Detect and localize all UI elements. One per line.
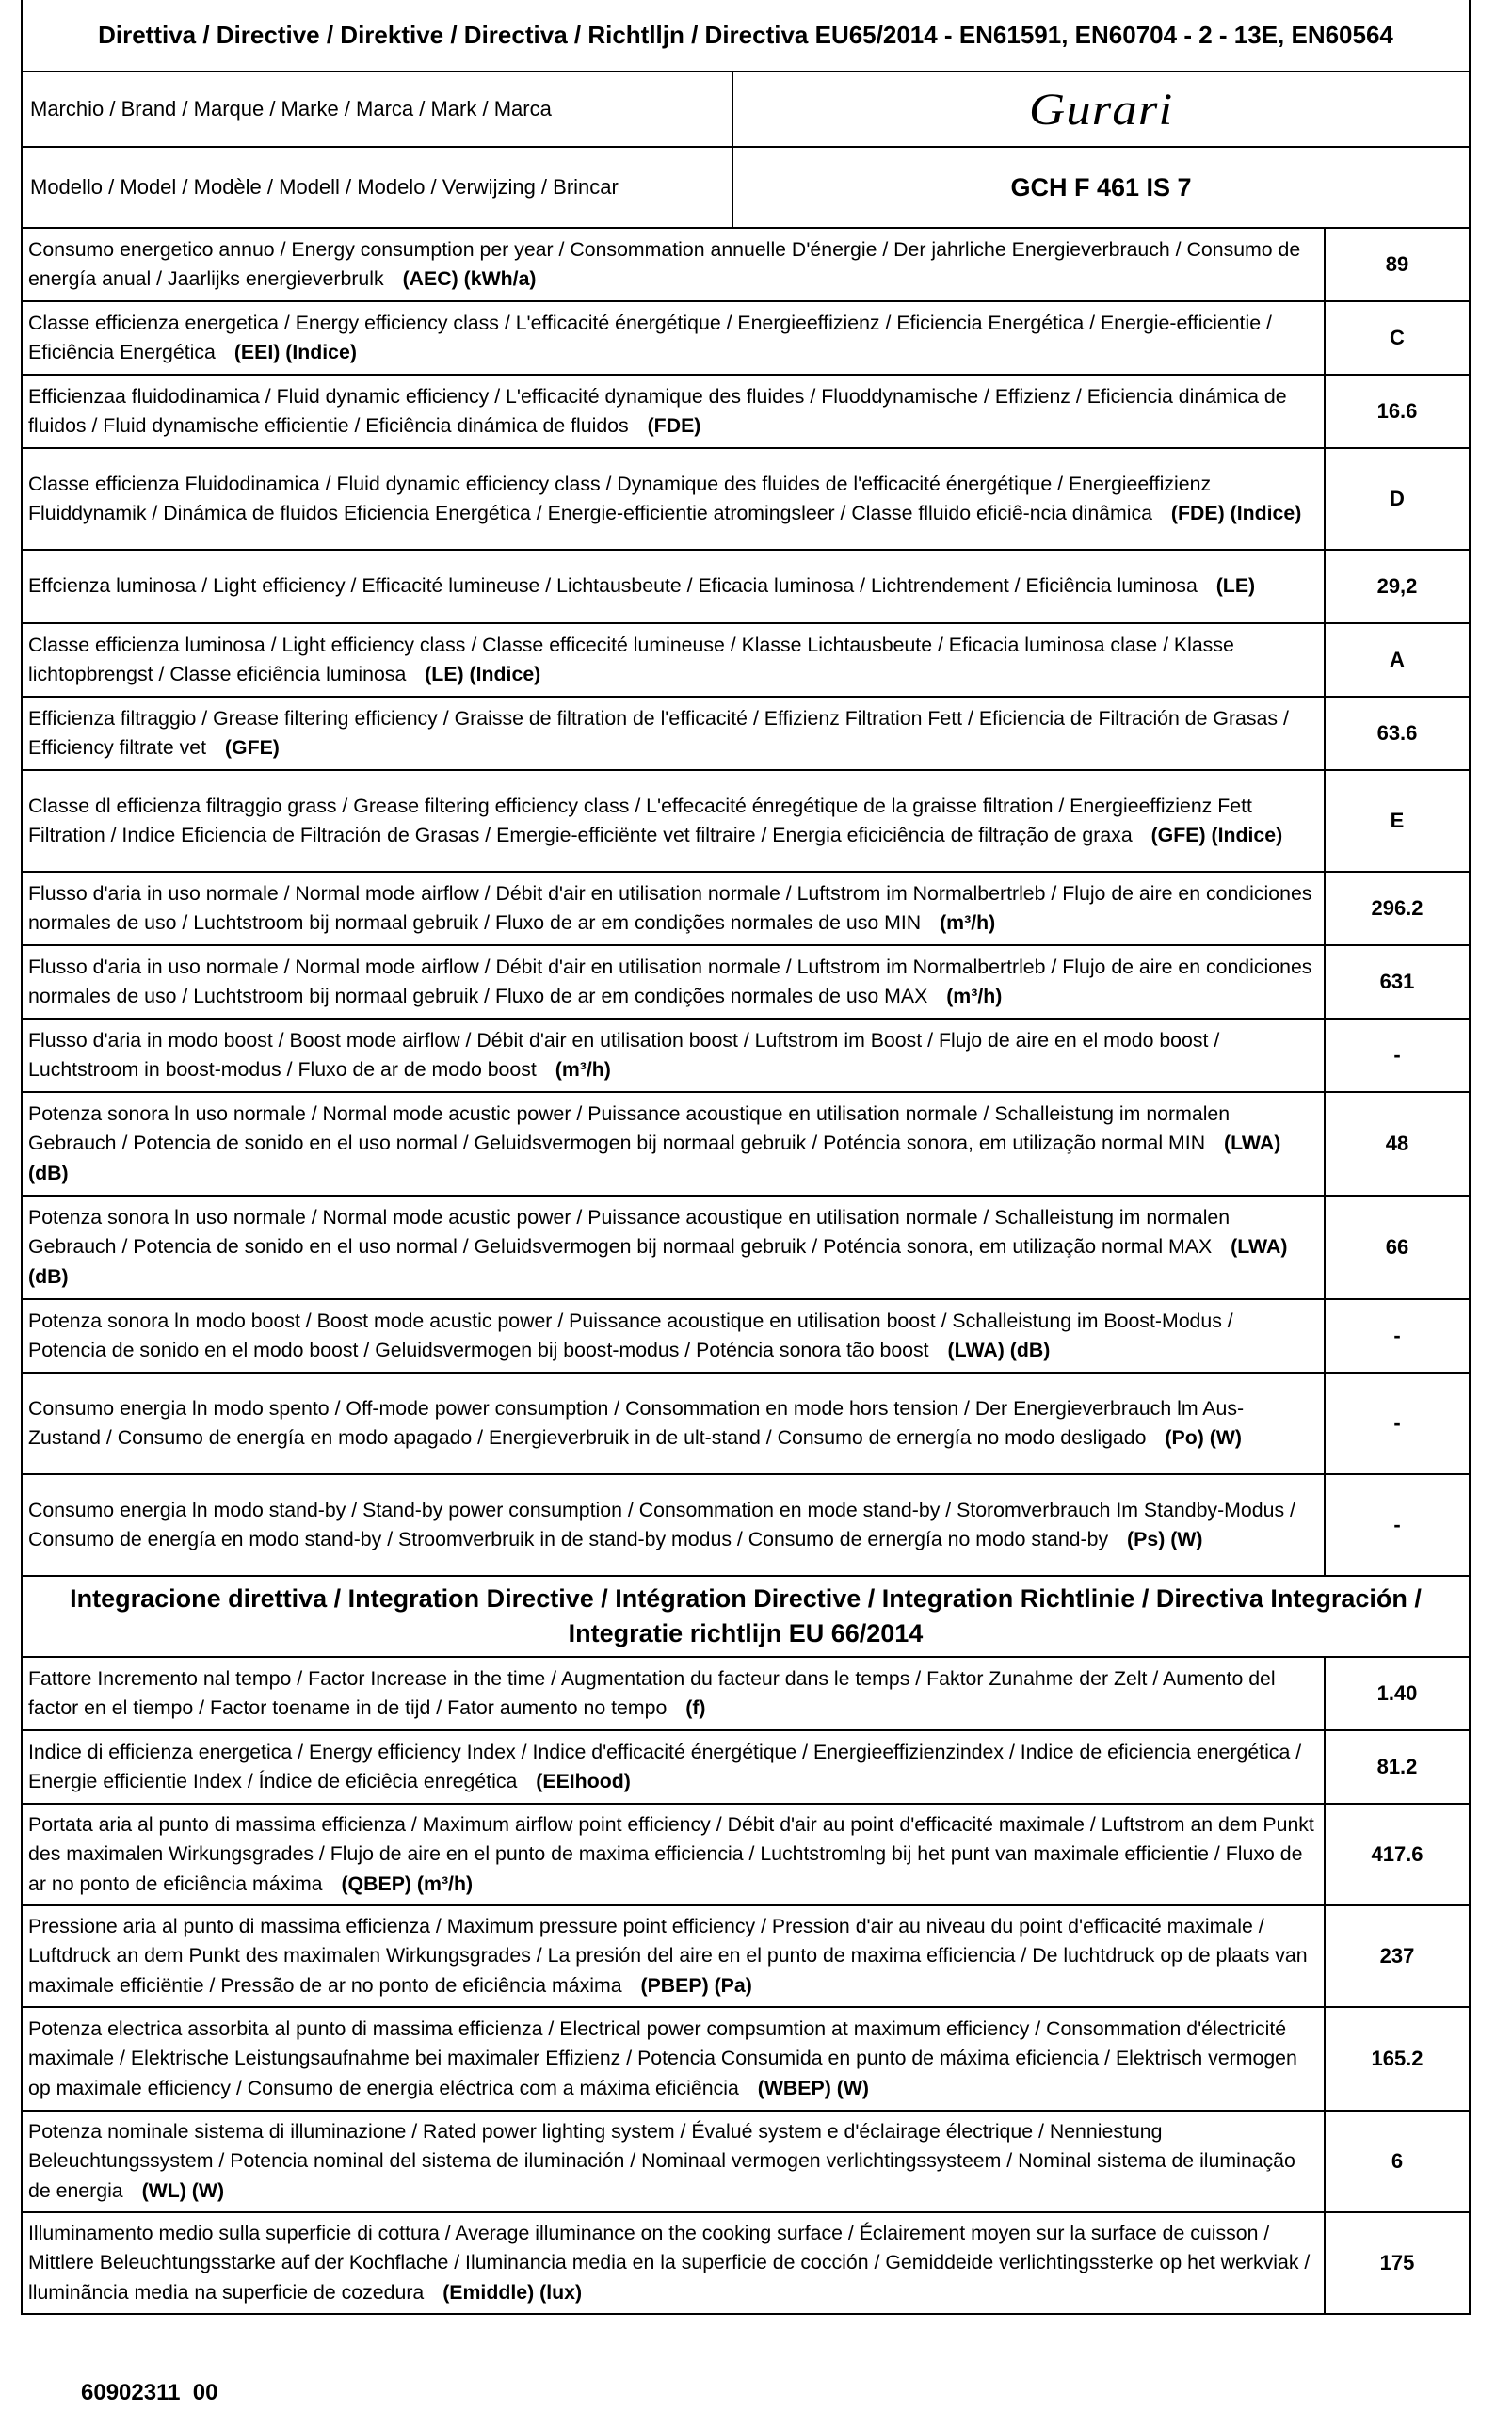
row-description [23, 873, 1326, 944]
row-description [23, 1906, 1326, 2006]
row-symbol: (GFE) [224, 736, 280, 759]
row-value: 631 [1379, 970, 1415, 993]
row-label: Classe efficienza Fluidodinamica / Fluid dynamic efficiency class / Dynamique des fluides de l'efficacité énergétique / Energieeffizienz Fluiddynamik / Dinámica de fluidos Eficiencia Energética / Energie-efficientie atromingsleer / Classe flluido eficiê-ncia dinâmica [28, 472, 1212, 524]
table-row [23, 1298, 1469, 1372]
row-symbol: (Ps) (W) [1127, 1528, 1203, 1550]
row-description [23, 1805, 1326, 1904]
row-label: Consumo energetico annuo / Energy consumption per year / Consommation annuelle D'énergie / Der jahrliche Energieverbrauch / Consumo de energía anual / Jaarlijks energieverbrulk [28, 237, 1301, 290]
row-symbol: (LE) (Indice) [425, 663, 541, 685]
row-description [23, 2213, 1326, 2313]
row-description [23, 376, 1326, 447]
row-symbol: (Emiddle) (lux) [442, 2280, 583, 2304]
row-value: 29,2 [1376, 574, 1418, 598]
row-description [23, 1197, 1326, 1298]
model-row [23, 146, 1469, 227]
row-label: Illuminamento medio sulla superficie di cottura / Average illuminance on the cooking surface / Éclairement moyen sur la surface de cuisson / Mittlere Beleuchtungsstarke auf der Kochflache / Iluminancia media en la superficie de cocción / Gemiddeide verlichtingssterke op het werkviak / lluminãncia media na superficie de cozedura [28, 2221, 1311, 2304]
row-description-text [28, 1203, 1316, 1293]
table-row [23, 944, 1469, 1018]
row-description-text [28, 1664, 1316, 1724]
row-symbol: (m³/h) [946, 985, 1003, 1007]
row-symbol: (LE) [1215, 574, 1256, 598]
row-value: - [1393, 1043, 1401, 1067]
table-row [23, 871, 1469, 944]
row-description-text [28, 2015, 1316, 2104]
row-value: A [1390, 648, 1405, 671]
integration-section-header [23, 1575, 1469, 1656]
directive-title: Direttiva / Directive / Direktive / Directiva / Richtlljn / Directiva EU65/2014 - EN61591, EN60704 - 2 - 13E, EN60564 [98, 21, 1393, 49]
row-label: Flusso d'aria in modo boost / Boost mode airflow / Débit d'air en utilisation boost / Luftstrom im Boost / Flujo de aire en el modo boost / Luchtstroom in boost-modus / Fluxo de ar de modo boost [28, 1028, 1220, 1081]
directive-header [23, 0, 1469, 71]
row-label: Consumo energia ln modo spento / Off-mode power consumption / Consommation en mode hors tension / Der Energieverbrauch lm Aus-Zustand / Consumo de energía en modo apagado / Energieverbruik in de ult-stand / Consumo de ernergía no modo desligado [28, 1396, 1245, 1449]
row-label: Classe dl efficienza filtraggio grass / Grease filtering efficiency class / L'effecacité énregétique de la graisse filtration / Energieeffizienz Fett Filtration / Indice Eficiencia de Filtración de Grasas / Emergie-efficiënte vet filtraire / Energia eficiciência de filtração de graxa [28, 794, 1252, 846]
row-symbol: (EEIhood) [536, 1770, 631, 1792]
table-row [23, 447, 1469, 549]
row-label: Potenza sonora ln uso normale / Normal mode acustic power / Puissance acoustique en utilisation normale / Schalleistung im normalen Gebrauch / Potencia de sonido en el uso normal / Geluidsvermogen bij normaal gebruik / Poténcia sonora, em utilização normal MIN [28, 1101, 1231, 1155]
model-label: Modello / Model / Modèle / Modell / Modelo / Verwijzing / Brincar [23, 148, 733, 227]
row-description-text [28, 1100, 1316, 1189]
row-description-text [28, 879, 1316, 939]
row-description [23, 229, 1326, 300]
table-row [23, 374, 1469, 447]
table-row [23, 549, 1469, 622]
row-symbol: (m³/h) [940, 911, 996, 934]
row-symbol: (WBEP) (W) [757, 2076, 870, 2099]
row-description-text [28, 235, 1316, 295]
row-label: Consumo energia ln modo stand-by / Stand-by power consumption / Consommation en mode stand-by / Storomverbrauch Im Standby-Modus / Consumo de energía en modo stand-by / Stroomverbruik in de stand-by modus / Consumo de ernergía no modo stand-by [28, 1498, 1295, 1550]
row-description [23, 1020, 1326, 1091]
row-description [23, 1300, 1326, 1372]
row-symbol: (LWA) (dB) [28, 1235, 1288, 1288]
row-description [23, 1731, 1326, 1803]
row-symbol: (FDE) (Indice) [1170, 502, 1302, 524]
row-symbol: (PBEP) (Pa) [640, 1973, 752, 1997]
row-label: Fattore Incremento nal tempo / Factor Increase in the time / Augmentation du facteur dans le temps / Faktor Zunahme der Zelt / Aumento del factor en el tiempo / Factor toename in de tijd / Fator aumento no tempo [28, 1666, 1276, 1719]
row-value: 296.2 [1371, 896, 1424, 920]
table-row [23, 1656, 1469, 1729]
row-value: 63.6 [1376, 721, 1418, 745]
row-label: Flusso d'aria in uso normale / Normal mode airflow / Débit d'air en utilisation normale / Luftstrom im Normalbertrleb / Flujo de aire en condiciones normales de uso / Luchtstroom bij normaal gebruik / Fluxo de ar em condições normales de uso MIN [28, 881, 1312, 934]
row-value: - [1393, 1411, 1401, 1435]
energy-label-sheet [21, 0, 1471, 2315]
row-value: 175 [1379, 2251, 1415, 2274]
row-label: Portata aria al punto di massima efficienza / Maximum airflow point efficiency / Débit d'air au point d'efficacité maximale / Luftstrom an dem Punkt des maximalen Wirkungsgrades / Flujo de aire en el punto de maxima efficiencia / Luchtstromlng bij het punt van maximale efficientie / Fluxo de ar no ponto de eficiência máxima [28, 1812, 1314, 1895]
table-row [23, 622, 1469, 696]
table-row [23, 1729, 1469, 1803]
integration-section-title: Integracione direttiva / Integration Directive / Intégration Directive / Integration Richtlinie / Directiva Integración / Integratie richtlijn EU 66/2014 [70, 1584, 1422, 1647]
row-description-text [28, 792, 1316, 851]
row-label: Potenza sonora ln modo boost / Boost mode acustic power / Puissance acoustique en utilisation boost / Schalleistung im Boost-Modus / Potencia de sonido en el modo boost / Geluidsvermogen bij boost-modus / Poténcia sonora tão boost [28, 1309, 1233, 1361]
table-row [23, 1372, 1469, 1473]
row-description-text [28, 1026, 1316, 1085]
row-label: Classe efficienza energetica / Energy efficiency class / L'efficacité énergétique / Energieeffizienz / Eficiencia Energética / Energie-efficientie / Eficiência Energética [28, 311, 1272, 363]
row-value: C [1390, 326, 1405, 349]
row-symbol: (LWA) (dB) [947, 1339, 1051, 1361]
row-label: Efficienza filtraggio / Grease filtering efficiency / Graisse de filtration de l'efficacité / Effizienz Filtration Fett / Eficiencia de Filtración de Grasas / Efficiency filtrate vet [28, 706, 1289, 759]
table-row [23, 300, 1469, 374]
model-number: GCH F 461 IS 7 [1010, 172, 1192, 201]
row-value: 1.40 [1376, 1681, 1418, 1705]
row-description-text [28, 1496, 1316, 1555]
table-row [23, 2211, 1469, 2313]
brand-label: Marchio / Brand / Marque / Marke / Marca / Mark / Marca [23, 72, 733, 146]
table-row [23, 1195, 1469, 1298]
row-description [23, 2008, 1326, 2110]
table-row [23, 1018, 1469, 1091]
row-description-text [28, 571, 1255, 602]
table-row [23, 1091, 1469, 1195]
row-label: Potenza nominale sistema di illuminazione / Rated power lighting system / Évalué system e d'éclairage électrique / Nenniestung Beleuchtungssystem / Potencia nominal del sistema de iluminación / Nominaal vermogen verlichtingssysteem / Nominal sistema de iluminação de energia [28, 2119, 1295, 2202]
table-row [23, 2110, 1469, 2211]
row-value: 48 [1385, 1132, 1409, 1155]
row-description-text [28, 2117, 1316, 2207]
row-description [23, 2112, 1326, 2211]
row-symbol: (Po) (W) [1165, 1426, 1242, 1449]
row-description [23, 1374, 1326, 1473]
row-description-text [28, 382, 1316, 442]
row-description-text [28, 631, 1316, 690]
row-value: - [1393, 1324, 1401, 1347]
row-value: 417.6 [1371, 1842, 1424, 1866]
brand-logo: Gurari [1028, 84, 1174, 135]
row-value: 81.2 [1376, 1755, 1418, 1778]
row-label: Pressione aria al punto di massima efficienza / Maximum pressure point efficiency / Pression d'air au niveau du point d'efficacité maximale / Luftdruck an dem Punkt des maximalen Wirkungsgrades / La presión del aire en el punto de maxima efficiencia / De luchtdruck op de plaats van maximale efficiëntie / Pressão de ar no ponto de eficiência máxima [28, 1914, 1308, 1997]
row-label: Potenza sonora ln uso normale / Normal mode acustic power / Puissance acoustique en utilisation normale / Schalleistung im normalen Gebrauch / Potencia de sonido en el uso normal / Geluidsvermogen bij normaal gebruik / Poténcia sonora, em utilização normal MAX [28, 1205, 1231, 1259]
row-symbol: (m³/h) [555, 1058, 611, 1081]
row-value: 66 [1385, 1235, 1409, 1259]
row-label: Indice di efficienza energetica / Energy efficiency Index / Indice d'efficacité énergétique / Energieeffizienzindex / Indice de eficiencia energética / Energie efficientie Index / Índice de eficiêcia enregética [28, 1740, 1302, 1792]
row-symbol: (EEI) (Indice) [233, 341, 357, 363]
row-value: 237 [1379, 1944, 1415, 1968]
row-description-text [28, 1307, 1316, 1366]
spec-table [23, 227, 1469, 1575]
row-value: 16.6 [1376, 399, 1418, 423]
table-row [23, 2006, 1469, 2110]
row-value: E [1390, 809, 1405, 832]
table-row [23, 227, 1469, 300]
row-description-text [28, 1738, 1316, 1797]
row-label: Potenza electrica assorbita al punto di massima efficienza / Electrical power compsumtion at maximum efficiency / Consommation d'électricité maximale / Elektrische Leistungsaufnahme bei maximaler Effizienz / Potencia Consumida en punto de máxima eficiencia / Elektrisch vermogen op maximale efficiency / Consumo de energia eléctrica com a máxima eficiência [28, 2016, 1297, 2099]
model-value [733, 148, 1469, 227]
row-value: D [1390, 487, 1405, 510]
row-symbol: (GFE) (Indice) [1150, 824, 1283, 846]
row-value: 6 [1391, 2149, 1404, 2173]
document-number: 60902311_00 [81, 2380, 218, 2405]
row-value: - [1393, 1513, 1401, 1536]
row-description-text [28, 1394, 1316, 1454]
integration-table [23, 1656, 1469, 2313]
row-description [23, 1093, 1326, 1195]
row-description [23, 1475, 1326, 1575]
row-label: Classe efficienza luminosa / Light efficiency class / Classe efficecité lumineuse / Klasse Lichtausbeute / Eficacia luminosa clase / Klasse lichtopbrengst / Classe eficiência luminosa [28, 633, 1234, 685]
brand-row [23, 71, 1469, 146]
row-value: 165.2 [1371, 2047, 1424, 2070]
row-description-text [28, 1912, 1316, 2001]
row-description [23, 624, 1326, 696]
row-description [23, 1658, 1326, 1729]
brand-value [733, 72, 1469, 146]
row-description [23, 302, 1326, 374]
row-label: Efficienzaa fluidodinamica / Fluid dynamic efficiency / L'efficacité dynamique des fluides / Fluoddynamische / Effizienz / Eficiencia dinámica de fluidos / Fluid dynamische efficientie / Eficiência dinámica de fluidos [28, 384, 1287, 437]
row-symbol: (AEC) (kWh/a) [402, 267, 537, 290]
row-description [23, 551, 1326, 622]
row-description-text [28, 953, 1316, 1012]
row-description [23, 946, 1326, 1018]
row-description-text [28, 1810, 1316, 1900]
row-description-text [28, 470, 1316, 529]
row-description-text [28, 309, 1316, 368]
row-description [23, 771, 1326, 871]
row-description [23, 698, 1326, 769]
row-description-text [28, 2219, 1316, 2308]
row-symbol: (f) [685, 1696, 706, 1719]
row-value: 89 [1385, 252, 1409, 276]
row-symbol: (QBEP) (m³/h) [341, 1872, 474, 1895]
row-symbol: (LWA) (dB) [28, 1132, 1281, 1184]
table-row [23, 1904, 1469, 2006]
row-description-text [28, 704, 1316, 763]
table-row [23, 769, 1469, 871]
row-description [23, 449, 1326, 549]
row-symbol: (WL) (W) [141, 2178, 225, 2202]
table-row [23, 1473, 1469, 1575]
row-label: Flusso d'aria in uso normale / Normal mode airflow / Débit d'air en utilisation normale / Luftstrom im Normalbertrleb / Flujo de aire en condiciones normales de uso / Luchtstroom bij normaal gebruik / Fluxo de ar em condições normales de uso MAX [28, 955, 1312, 1007]
table-row [23, 696, 1469, 769]
row-symbol: (FDE) [647, 414, 701, 437]
row-label: Effcienza luminosa / Light efficiency / Efficacité lumineuse / Lichtausbeute / Eficacia luminosa / Lichtrendement / Eficiência luminosa [28, 574, 1198, 598]
table-row [23, 1803, 1469, 1904]
